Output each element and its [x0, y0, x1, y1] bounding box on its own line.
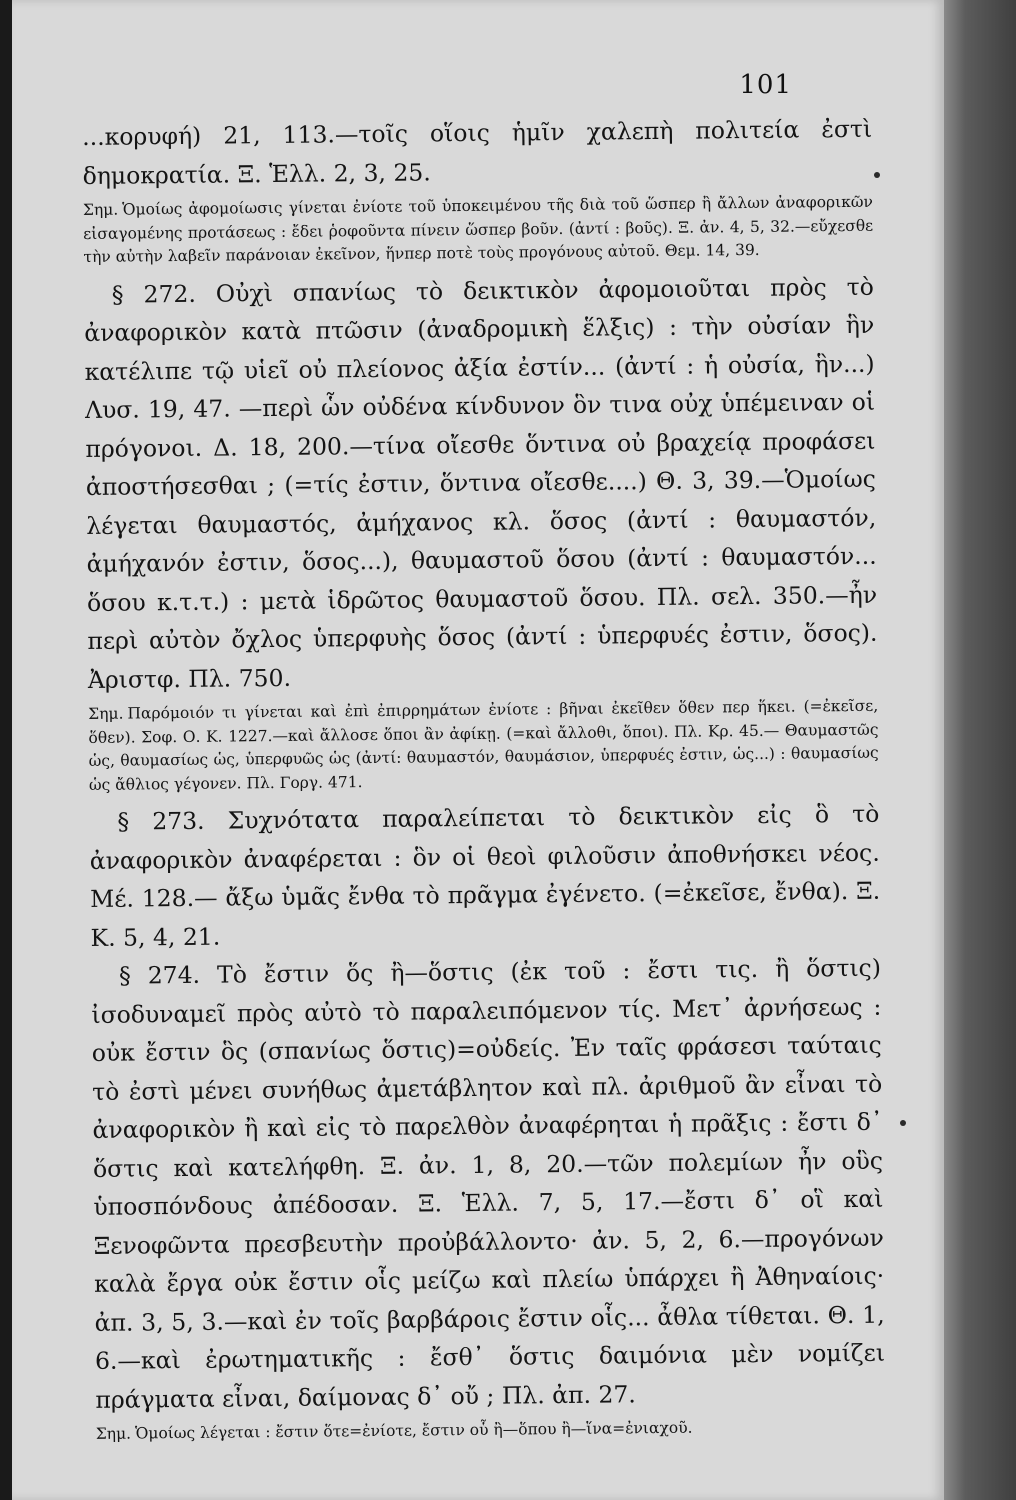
- note-text: Ὁμοίως λέγεται : ἔστιν ὅτε=ἐνίοτε, ἔστιν οὗ ἢ—ὅπου ἢ—ἵνα=ἐνιαχοῦ.: [134, 1418, 693, 1443]
- note-label: Σημ.: [82, 200, 119, 219]
- book-page: [12, 0, 944, 1500]
- paragraph-text: § 274. Τὸ ἔστιν ὅς ἢ—ὅστις (ἐκ τοῦ : ἔστι τις. ἢ ὅστις) ἰσοδυναμεῖ πρὸς αὐτὸ τὸ παραλειπόμενον τίς. Μετ᾽ ἀρνήσεως : οὐκ ἔστιν ὃς (σπανίως ὅστις)=οὐδείς. Ἐν ταῖς φράσεσι ταύταις τὸ ἐστὶ μένει συνήθως ἀμετάβλητον καὶ πλ. ἀριθμοῦ ἂν εἶναι τὸ ἀναφορικὸν ἢ καὶ εἰς τὸ παρελθὸν ἀναφέρηται ἡ πρᾶξις : ἔστι δ᾽ ὅστις καὶ κατελήφθη. Ξ. ἀν. 1, 8, 20.—τῶν πολεμίων ἦν οὓς ὑποσπόνδους ἀπέδοσαν. Ξ. Ἑλλ. 7, 5, 17.—ἔστι δ᾽ οἳ καὶ Ξενοφῶντα πρεσβευτὴν προὐβάλλοντο· ἀν. 5, 2, 6.—προγόνων καλὰ ἔργα οὐκ ἔστιν οἷς μείζω καὶ πλείω ὑπάρχει ἢ Ἀθηναίοις· ἀπ. 3, 5, 3.—καὶ ἐν τοῖς βαρβάροις ἔστιν οἷς... ἆθλα τίθεται. Θ. 1, 6.—καὶ ἐρωτηματικῆς : ἔσθ᾽ ὅστις δαιμόνια μὲν νομίζει πράγματα εἶναι, δαίμονας δ᾽ οὔ ; Πλ. ἀπ. 27.: [91, 953, 886, 1414]
- paragraph-continuation: [82, 110, 873, 195]
- note-text: Ὁμοίως ἀφομοίωσις γίνεται ἐνίοτε τοῦ ὑποκειμένου τῆς διὰ τοῦ ὥσπερ ἢ ἄλλων ἀναφορικῶν εἰσαγομένης προτάσεως : ἔδει ῥοφοῦντα πίνειν ὥσπερ βοῦν. (ἀντί : βοῦς). Ξ. ἀν. 4, 5, 32.—εὔχεσθε τὴν αὐτὴν λαβεῖν παράνοιαν ἐκεῖνον, ἥνπερ ποτὲ τοὺς προγόνους αὐτοῦ. Θεμ. 14, 39.: [83, 192, 874, 266]
- page-edge-shadow: [944, 0, 1016, 1500]
- note-274: [96, 1415, 886, 1447]
- ink-dot: [900, 1120, 906, 1126]
- section-272: [84, 267, 878, 699]
- paragraph-text: § 273. Συχνότατα παραλείπεται τὸ δεικτικὸν εἰς ὃ τὸ ἀναφορικὸν ἀναφέρεται : ὃν οἱ θεοὶ φιλοῦσιν ἀποθνήσκει νέος. Μέ. 128.— ἄξω ὑμᾶς ἔνθα τὸ πρᾶγμα ἐγένετο. (=ἐκεῖσε, ἔνθα). Ξ. Κ. 5, 4, 21.: [89, 799, 881, 952]
- note-271: [83, 191, 874, 270]
- section-274: [91, 949, 886, 1419]
- paragraph-text: ...κορυφή) 21, 113.—τοῖς οἵοις ἡμῖν χαλεπὴ πολιτεία ἐστὶ δημοκρατία. Ξ. Ἑλλ. 2, 3, 25.: [82, 114, 873, 190]
- paragraph-text: § 272. Οὐχὶ σπανίως τὸ δεικτικὸν ἀφομοιοῦται πρὸς τὸ ἀναφορικὸν κατὰ πτῶσιν (ἀναδρομικὴ ἕλξις) : τὴν οὐσίαν ἣν κατέλιπε τῷ υἱεῖ οὐ πλείονος ἀξία ἐστίν... (ἀντί : ἡ οὐσία, ἣν...) Λυσ. 19, 47. —περὶ ὧν οὐδένα κίνδυνον ὃν τινα οὐχ ὑπέμειναν οἱ πρόγονοι. Δ. 18, 200.—τίνα οἴεσθε ὅντινα οὐ βραχείᾳ προφάσει ἀποστήσεσθαι ; (=τίς ἐστιν, ὅντινα οἴεσθε....) Θ. 3, 39.—Ὁμοίως λέγεται θαυμαστός, ἀμήχανος κλ. ὅσος (ἀντί : θαυμαστόν, ἀμήχανόν ἐστιν, ὅσος...), θαυμαστοῦ ὅσου (ἀντί : θαυμαστόν... ὅσου κ.τ.τ.) : μετὰ ἱδρῶτος θαυμαστοῦ ὅσου. Πλ. σελ. 350.—ἦν περὶ αὐτὸν ὄχλος ὑπερφυὴς ὅσος (ἀντί : ὑπερφυές ἐστιν, ὅσος). Ἀριστφ. Πλ. 750.: [84, 272, 878, 694]
- section-273: [89, 795, 881, 957]
- ink-dot: [874, 172, 880, 178]
- note-text: Παρόμοιόν τι γίνεται καὶ ἐπὶ ἐπιρρημάτων ἐνίοτε : βῆναι ἐκεῖθεν ὅθεν περ ἥκει. (=ἐκεῖσε, ὅθεν). Σοφ. Ο. Κ. 1227.—καὶ ἄλλοσε ὅποι ἂν ἀφίκῃ. (=καὶ ἄλλοθι, ὅποι). Πλ. Κρ. 45.— Θαυμαστῶς ὡς, θαυμασίως ὡς, ὑπερφυῶς ὡς (ἀντί: θαυμαστόν, θαυμάσιον, ὑπερφυές ἐστιν, ὡς...) : θαυμασίως ὡς ἄθλιος γέγονεν. Πλ. Γοργ. 471.: [88, 696, 879, 794]
- page-text: [82, 110, 886, 1453]
- note-label: Σημ.: [95, 1424, 132, 1443]
- note-272: [88, 695, 879, 797]
- note-label: Σημ.: [88, 704, 124, 723]
- page-number: 101: [739, 70, 792, 100]
- scan-border-left: [0, 0, 12, 1500]
